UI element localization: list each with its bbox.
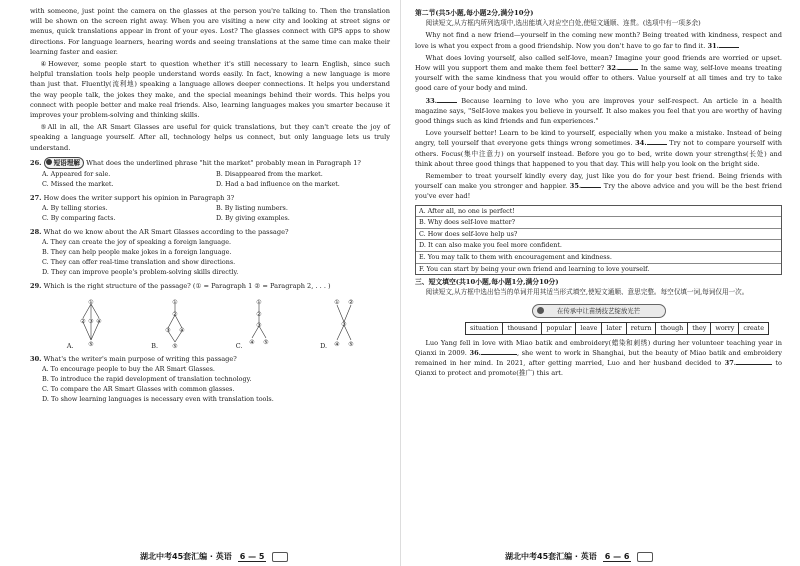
node: ① <box>172 298 178 306</box>
option[interactable]: B. To introduce the rapid development of translation technology. <box>42 374 252 383</box>
question-27: 27. How does the writer support his opinion in Paragraph 3? <box>30 194 235 203</box>
node: ① <box>256 298 263 306</box>
question-28: 28. What do we know about the AR Smart Glasses according to the passage? <box>30 228 289 237</box>
passage-title-banner: 在传承中让苗绣技艺绽放光芒 <box>532 304 666 318</box>
node: ① <box>87 298 94 306</box>
bulb-icon <box>46 159 52 165</box>
option[interactable]: B. Why does self-love matter? <box>416 217 781 229</box>
option[interactable]: D. They can improve people's problem-solving skills directly. <box>42 268 239 277</box>
node: ② <box>256 310 263 318</box>
word-bank-item: return <box>626 322 656 334</box>
node: ② <box>172 310 178 318</box>
option[interactable]: C. They can offer real-time translation and show directions. <box>42 258 236 267</box>
page-number: 6 — 6 <box>604 551 630 561</box>
structure-diagram-c <box>244 298 274 350</box>
option[interactable]: A. Appeared for sale. <box>42 170 111 179</box>
word-bank-item: they <box>688 322 711 334</box>
word-bank-item: though <box>656 322 688 334</box>
node: ⑤ <box>87 340 94 348</box>
option[interactable]: D. To show learning languages is necessary even with translation tools. <box>42 394 274 403</box>
node: ⑤ <box>348 340 354 348</box>
answer-blank-33[interactable] <box>437 102 457 103</box>
page-number: 6 — 5 <box>239 551 265 561</box>
node: ① <box>334 298 340 306</box>
option[interactable]: E. You may talk to them with encouragement and kindness. <box>416 252 781 264</box>
word-bank-item: situation <box>466 322 503 334</box>
section-3-instructions: 阅读短文,从方框中选出恰当的单词并用其适当形式填空,使短文通顺、意思完整。每空仅填一词,每词仅用一次。 <box>425 288 749 297</box>
answer-blank-31[interactable] <box>719 47 739 48</box>
hint-badge: 短语理解 <box>44 157 84 169</box>
answer-blank-32[interactable] <box>618 69 638 70</box>
option[interactable]: A. They can create the joy of speaking a foreign language. <box>42 238 232 247</box>
node: ④ <box>179 326 185 334</box>
diagram-option-d[interactable]: D. ① ② ③ ④ ⑤ <box>320 298 359 350</box>
q26-options <box>30 169 390 189</box>
option[interactable]: C. To compare the AR Smart Glasses with common glasses. <box>42 384 235 393</box>
option[interactable]: A. After all, no one is perfect! <box>416 206 781 218</box>
q28-options <box>30 237 390 277</box>
option[interactable]: B. By listing numbers. <box>216 204 288 213</box>
word-bank-item: thousand <box>503 322 542 334</box>
cloze-paragraph-3: 33. Because learning to love who you are improves your self-respect. An article in a health magazine says, "Self-love makes you believe in yourself. It also makes you feel that you are worthy of having good things such as kind friends and fun experiences." <box>415 96 782 126</box>
section-2-title: 第二节(共5小题,每小题2分,满分10分) <box>415 9 534 17</box>
option[interactable]: A. By telling stories. <box>42 204 108 213</box>
option[interactable]: C. Missed the market. <box>42 180 114 189</box>
structure-diagram-a <box>76 298 106 350</box>
cloze-paragraph-2: What does loving yourself, also called self-love, mean? Imagine your good friends are worried or upset. How will you support them and make them feel better? 32. In the same way, self-love means treating yourself with the same kindness that you would offer to others. Value yourself at all times and try to take good care of your body and mind. <box>415 53 782 93</box>
option[interactable]: F. You can start by being your own friend and learning to love yourself. <box>419 264 650 273</box>
answer-blank-34[interactable] <box>647 144 667 145</box>
option[interactable]: C. How does self-love help us? <box>416 229 781 241</box>
node: ④ <box>249 338 256 346</box>
option[interactable]: C. By comparing facts. <box>42 214 116 223</box>
cloze-paragraph-5: Remember to treat yourself kindly every day, just like you do for your best friend. Being friends with yourself can make you stronger and happier. 35. Try the above advice and you will be the best friend you've ever had! <box>415 172 782 201</box>
node: ③ <box>87 317 94 325</box>
node: ② <box>79 317 86 325</box>
node: ③ <box>341 320 347 328</box>
publisher-logo-icon <box>272 552 288 562</box>
diagram-option-c[interactable]: C. ① ② ③ ④ ⑤ <box>236 298 275 350</box>
structure-diagram-b <box>160 298 190 350</box>
word-bank-item: worry <box>711 322 739 334</box>
option[interactable]: D. By giving examples. <box>216 214 290 223</box>
option[interactable]: D. It can also make you feel more confident. <box>416 240 781 252</box>
node: ③ <box>256 321 263 329</box>
node: ④ <box>95 317 102 325</box>
right-page <box>400 0 800 566</box>
page-footer-right: 湖北中考45套汇编 · 英语 6 — 6 <box>505 551 653 562</box>
question-30: 30. What's the writer's main purpose of writing this passage? <box>30 354 237 363</box>
page-footer-left: 湖北中考45套汇编 · 英语 6 — 5 <box>140 551 288 562</box>
question-26: 26. 短语理解 What does the underlined phrase "hit the market" probably mean in Paragraph 1? <box>30 157 390 169</box>
passage-paragraph-5: ⑤All in all, the AR Smart Glasses are useful for quick translations, but they can't create the joy of speaking a language yourself. After all, technology helps us connect, but only language lets us truly understand. <box>30 123 390 152</box>
section-3-title: 三、短文填空(共10小题,每小题1分,满分10分) <box>415 278 559 287</box>
cloze-paragraph-4: Love yourself better! Learn to be kind to yourself, especially when you make a mistake. Instead of being angry, tell yourself that everyone gets things wrong sometimes. 34. Try not to compare yourself with others. Focus(集中注意力) on yourself instead. Before you go to bed, write down your strengths(长处) and think about three good things that happened to you that day. This will help you look on the bright side. <box>415 129 782 168</box>
answer-blank-37[interactable] <box>736 364 772 365</box>
answer-blank-35[interactable] <box>581 187 601 188</box>
q27-options <box>30 203 390 223</box>
word-bank <box>465 322 769 335</box>
q30-options <box>30 364 390 404</box>
section-2-instructions: 阅读短文,从方框内所列选项中,选出能填入对应空白处,使短文通顺、连贯。(选项中有一项多余) <box>425 19 701 28</box>
structure-diagrams <box>30 292 390 350</box>
node: ③ <box>165 326 171 334</box>
node: ⑤ <box>172 342 178 350</box>
option[interactable]: B. They can help people make jokes in a foreign language. <box>42 248 232 257</box>
structure-diagram-d <box>329 298 359 350</box>
passage-paragraph-3-end: with someone, just point the camera on the glasses at the person you're talking to. Then the translation will be shown on the screen right away. When you are visiting a new city and looking at street signs or menus, quick translations appear in front of your eyes. Lost? The glasses connect with GPS apps to show directions. For language learners, hearing words and seeing translations at the same time can make their learning faster and easier. <box>30 7 390 56</box>
answer-blank-36[interactable] <box>481 354 517 355</box>
passage-paragraph-4: ④However, some people start to question whether it's still necessary to learn English, since such helpful translation tools help people understand words easily. In fact, knowing a new language is more than just that. Fluently(流利地) speaking a language allows deeper connections. It helps you understand the way people talk, the jokes they make, and the special meanings behind their words. This helps you connect with people better and make real friends. Also, learning languages makes you smarter because it improves your problem-solving and thinking skills. <box>30 60 390 120</box>
word-bank-item: create <box>739 322 769 334</box>
option[interactable]: A. To encourage people to buy the AR Smart Glasses. <box>42 364 215 373</box>
question-29: 29. Which is the right structure of the passage? (① = Paragraph 1 ② = Paragraph 2, . . . ) <box>30 282 331 291</box>
diagram-option-b[interactable]: B. ① ② ③ ④ ⑤ <box>151 298 190 350</box>
flower-icon <box>537 307 544 314</box>
publisher-logo-icon <box>637 552 653 562</box>
word-bank-item: popular <box>542 322 576 334</box>
node: ② <box>348 298 354 306</box>
word-bank-item: leave <box>576 322 602 334</box>
node: ④ <box>334 340 340 348</box>
cloze-paragraph-1: Why not find a new friend—yourself in the coming new month? Being treated with kindness, respect and love is what you expect from a good friendship. Now you don't have to go far to find it. 31. <box>415 31 782 50</box>
option[interactable]: B. Disappeared from the market. <box>216 170 323 179</box>
fill-in-paragraph-1: Luo Yang fell in love with Miao batik and embroidery(蜡染和刺绣) during her volunteer teaching year in Qianxi in 2009. 36. , she went to work in Shanghai, but the beauty of Miao batik and embroidery remained in her mind. In 2021, after getting married, Luo and her husband decided to 37. to Qianxi to protect and promote(推广) this art. <box>415 338 782 378</box>
node: ⑤ <box>263 338 270 346</box>
options-box <box>415 205 782 276</box>
word-bank-item: later <box>602 322 626 334</box>
option[interactable]: D. Had a bad influence on the market. <box>216 180 340 189</box>
diagram-option-a[interactable]: A. ① ② ③ ④ ⑤ <box>67 298 106 350</box>
